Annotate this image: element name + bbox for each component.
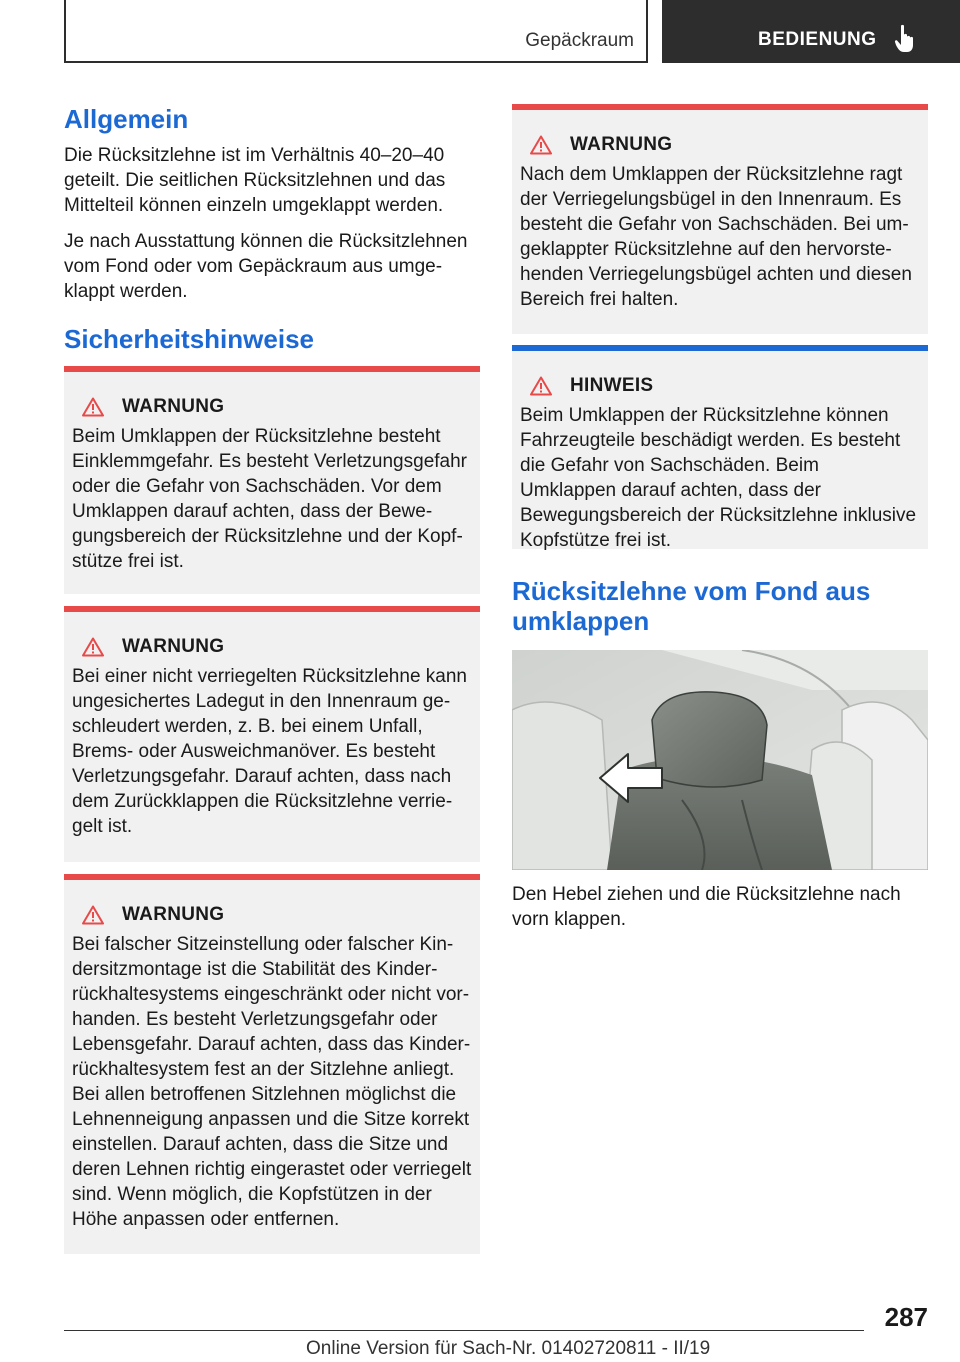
warning-title: WARNUNG — [122, 904, 225, 925]
header-section-title: Gepäckraum — [525, 30, 634, 51]
page-number: 287 — [884, 1302, 928, 1332]
warning-box-2 — [64, 606, 480, 862]
heading-safety: Sicherheitshinweise — [64, 324, 314, 354]
header-chapter-tab — [662, 0, 960, 63]
warning-triangle-icon — [82, 637, 104, 657]
warning-box-3 — [64, 874, 480, 1254]
header-section-tab — [64, 0, 648, 63]
heading-allgemein: Allgemein — [64, 104, 189, 134]
hint-text: Beim Umklappen der Rücksitzlehne können Fahrzeugteile beschädigt werden. Es besteht die Gefahr von Sachschäden. Beim Umklappen darauf achten, dass der Bewegungsbereich der Rücksitzlehne inklusive Kopfstütze frei ist. — [520, 405, 917, 551]
header-chapter-title: BEDIENUNG — [758, 29, 877, 50]
rear-seat-illustration — [512, 650, 928, 870]
hint-triangle-icon — [530, 376, 552, 396]
hint-title: HINWEIS — [570, 375, 654, 396]
warning-triangle-icon — [82, 397, 104, 417]
warning-title: WARNUNG — [122, 636, 225, 657]
image-caption: Den Hebel ziehen und die Rücksitzlehne nach vorn klappen. — [512, 884, 901, 930]
warning-text: Nach dem Umklappen der Rücksitzlehne ragt der Verriegelungsbügel in den Innenraum. Es besteht die Gefahr von Sachschäden. Bei um-geklappter Rücksitzlehne auf den hervorste-henden Verriegelungsbügel achten und diesen Bereich frei halten. — [520, 164, 912, 310]
warning-text: Beim Umklappen der Rücksitzlehne besteht Einklemmgefahr. Es besteht Verletzungsgefahr oder die Gefahr von Sachschäden. Vor dem Umklappen darauf achten, dass der Bewe-gungsbereich der Rücksitzlehne und der Kopf-stütze frei ist. — [72, 426, 468, 572]
warning-text: Bei einer nicht verriegelten Rücksitzlehne kann ungesichertes Ladegut in den Innenraum ge-schleudert werden, z. B. bei einem Unfall, Brems- oder Ausweichmanöver. Es besteht Verletzungsgefahr. Darauf achten, dass nach dem Zurückklappen die Rücksitzlehne verrie-gelt ist. — [72, 666, 467, 837]
warning-triangle-icon — [530, 135, 552, 155]
warning-box-4 — [512, 104, 928, 334]
pointing-hand-icon — [894, 24, 916, 54]
warning-text: Bei falscher Sitzeinstellung oder falscher Kin-dersitzmontage ist die Stabilität des Kinder-rückhaltesystems eingeschränkt oder nicht vor-handen. Es besteht Verletzungsgefahr oder Lebensgefahr. Darauf achten, dass das Kinder-rückhaltesystem fest an der Sitzlehne anliegt. Bei allen betroffenen Sitzlehnen möglichst die Lehnenneigung anpassen und die Sitze korrekt einstellen. Darauf achten, dass die Sitze und deren Lehnen richtig eingerastet oder verriegelt sind. Wenn möglich, die Kopfstützen in der Höhe anpassen oder entfernen. — [72, 934, 472, 1230]
paragraph-general-2: Je nach Ausstattung können die Rücksitzlehnen vom Fond oder vom Gepäckraum aus umge-klappt werden. — [64, 231, 468, 302]
footer-online-version: Online Version für Sach-Nr. 01402720811 - II/19 — [306, 1338, 711, 1359]
rear-seat-drawing — [512, 650, 928, 870]
warning-box-1 — [64, 366, 480, 594]
hint-box — [512, 345, 928, 549]
paragraph-general-1: Die Rücksitzlehne ist im Verhältnis 40–20–40 geteilt. Die seitlichen Rücksitzlehnen und das Mittelteil können einzeln umgeklappt werden. — [64, 145, 446, 216]
warning-title: WARNUNG — [122, 396, 225, 417]
warning-title: WARNUNG — [570, 134, 673, 155]
heading-fold-from-rear: Rücksitzlehne vom Fond aus umklappen — [512, 576, 871, 636]
warning-triangle-icon — [82, 905, 104, 925]
footer-divider — [64, 1330, 864, 1331]
